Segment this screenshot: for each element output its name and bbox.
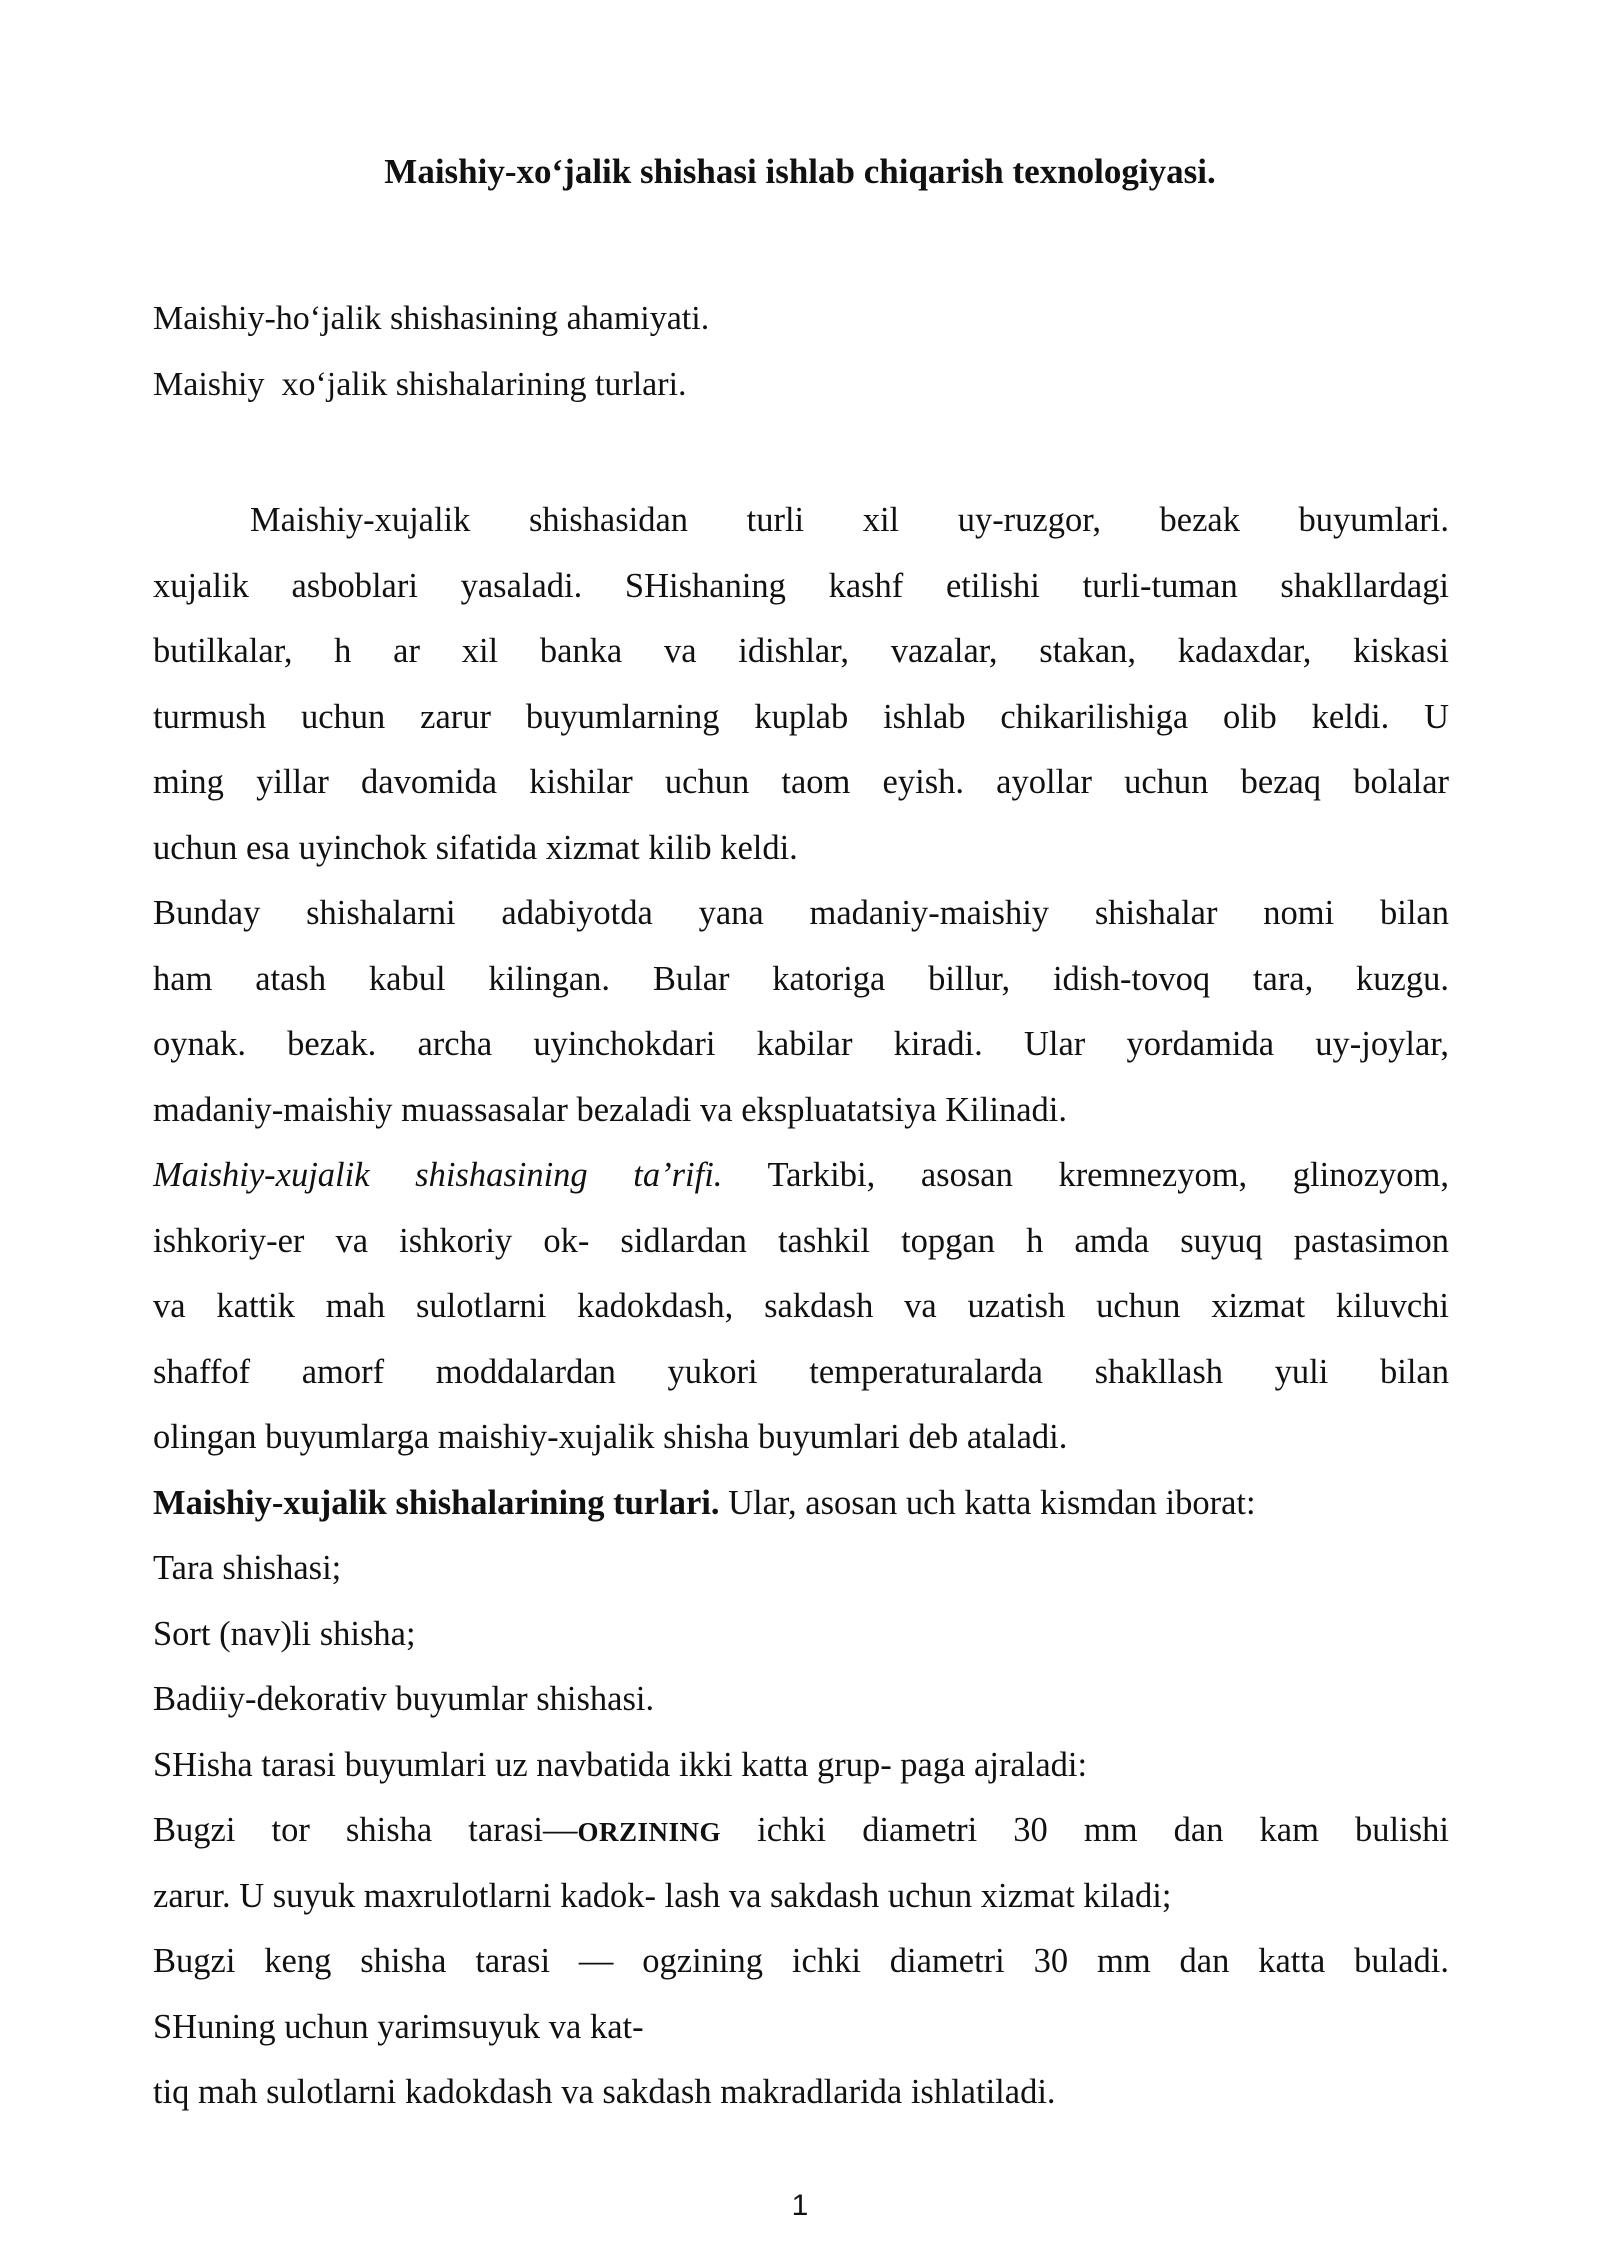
list-item: Sort (nav)li shisha;	[153, 1614, 416, 1653]
body-line: va kattik mah sulotlarni kadokdash, sakdash va uzatish uchun xizmat kiluvchi	[153, 1287, 1449, 1325]
body-line: Bunday shishalarni adabiyotda yana madaniy-maishiy shishalar nomi bilan	[153, 894, 1449, 932]
types-heading-term: Maishiy-xujalik shishalarining turlari.	[153, 1483, 720, 1522]
definition-text: Tarkibi, asosan kremnezyom, glinozyom,	[767, 1156, 1449, 1194]
body-line: SHisha tarasi buyumlari uz navbatida ikki katta grup- paga ajraladi:	[153, 1745, 1088, 1784]
body-line: xujalik asboblari yasaladi. SHishaning kashf etilishi turli-tuman shakllardagi	[153, 566, 1449, 605]
types-heading-line	[153, 1471, 1449, 1537]
body-line: turmush uchun zarur buyumlarning kuplab ishlab chikarilishiga olib keldi. U	[153, 697, 1449, 736]
body-line: madaniy-maishiy muassasalar bezaladi va ekspluatatsiya Kilinadi.	[153, 1090, 1067, 1129]
body-line: zarur. U suyuk maxrulotlarni kadok- lash va sakdash uchun xizmat kiladi;	[153, 1876, 1172, 1915]
body-line: ham atash kabul kilingan. Bular katoriga billur, idish-tovoq tara, kuzgu.	[153, 959, 1449, 998]
body-line: Maishiy-xujalik shishasidan turli xil uy-ruzgor, bezak buyumlari.	[250, 501, 1449, 539]
types-heading-text: Ular, asosan uch katta kismdan iborat:	[728, 1483, 1256, 1522]
body-line: shaffof amorf moddalardan yukori temperaturalarda shakllash yuli bilan	[153, 1352, 1449, 1391]
list-item: Badiiy-dekorativ buyumlar shishasi.	[153, 1680, 655, 1718]
body-line: tiq mah sulotlarni kadokdash va sakdash makradlarida ishlatiladi.	[153, 2073, 1056, 2111]
topic-item: Maishiy-ho‘jalik shishasining ahamiyati.	[153, 300, 710, 337]
body-line: ming yillar davomida kishilar uchun taom eyish. ayollar uchun bezaq bolalar	[153, 763, 1449, 801]
definition-line	[153, 1143, 1449, 1209]
narrow-neck-before: Bugzi tor shisha tarasi—	[153, 1811, 578, 1849]
document-body	[153, 488, 1449, 2126]
body-line: olingan buyumlarga maishiy-xujalik shisha buyumlari deb ataladi.	[153, 1418, 1068, 1456]
narrow-neck-line	[153, 1798, 1449, 1864]
topic-list	[153, 286, 709, 418]
narrow-neck-emphasis: ORZINING	[577, 1817, 722, 1847]
body-line: uchun esa uyinchok sifatida xizmat kilib keldi.	[153, 828, 798, 867]
body-line: Bugzi keng shisha tarasi — ogzining ichki diametri 30 mm dan katta buladi.	[153, 1942, 1449, 1980]
document-title: Maishiy-xo‘jalik shishasi ishlab chiqarish texnologiyasi.	[384, 152, 1216, 191]
body-line: oynak. bezak. archa uyinchokdari kabilar kiradi. Ular yordamida uy-joylar,	[153, 1025, 1449, 1063]
list-item: Tara shishasi;	[153, 1549, 342, 1587]
page-number: 1	[791, 2189, 809, 2222]
body-line: ishkoriy-er va ishkoriy ok- sidlardan tashkil topgan h amda suyuq pastasimon	[153, 1221, 1449, 1260]
body-line: SHuning uchun yarimsuyuk va kat-	[153, 2007, 644, 2046]
narrow-neck-after: ichki diametri 30 mm dan kam bulishi	[757, 1811, 1449, 1849]
definition-term: Maishiy-xujalik shishasining ta’rifi.	[153, 1156, 723, 1194]
body-line: butilkalar, h ar xil banka va idishlar, vazalar, stakan, kadaxdar, kiskasi	[153, 632, 1449, 670]
topic-item: Maishiy xo‘jalik shishalarining turlari.	[153, 366, 687, 403]
